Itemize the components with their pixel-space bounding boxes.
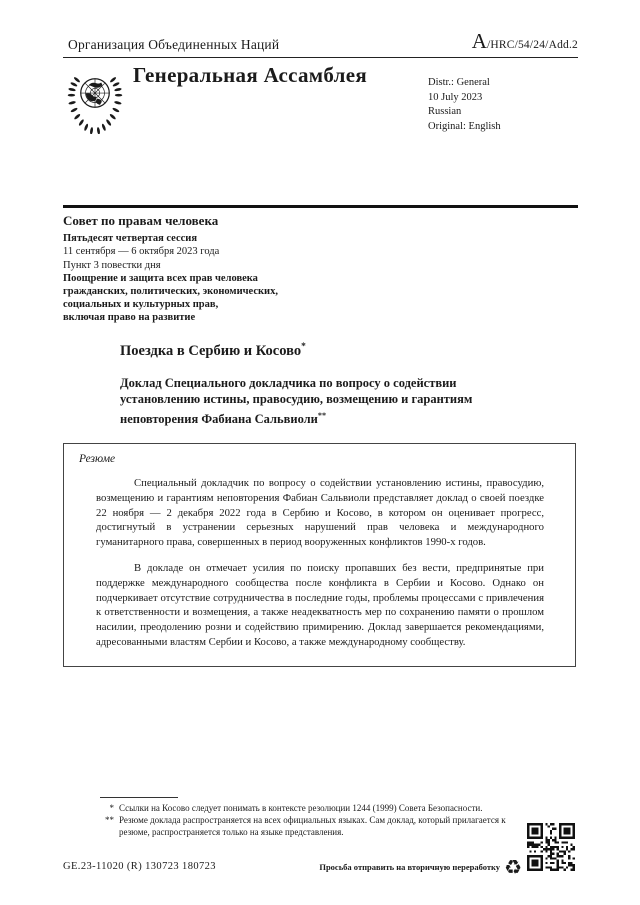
document-title [120, 342, 306, 360]
distribution-block [428, 76, 501, 134]
recycle-note [319, 854, 522, 880]
footnote-text: Ссылки на Косово следует понимать в контексте резолюции 1244 (1999) Совета Безопасности. [119, 803, 483, 813]
footnote-marker: ** [105, 814, 114, 825]
distr-line: Original: English [428, 120, 501, 132]
title-footnote-marker: * [301, 342, 306, 352]
document-symbol-prefix: A [471, 29, 487, 53]
agenda-title-line: Поощрение и защита всех прав человека [63, 272, 258, 284]
agenda-title-line: социальных и культурных прав, [63, 299, 219, 311]
document-subtitle [120, 376, 520, 428]
subtitle-footnote-marker: ** [317, 410, 326, 420]
summary-label: Резюме [79, 453, 116, 465]
summary-box [63, 443, 576, 667]
agenda-title-line: гражданских, политических, экономических, [63, 286, 278, 298]
document-code: GE.23-11020 (R) 130723 180723 [63, 861, 216, 872]
distr-line: 10 July 2023 [428, 91, 483, 103]
section-rule [63, 205, 578, 208]
agenda-item: Пункт 3 повестки дня [63, 259, 161, 271]
agenda-title-line: включая право на развитие [63, 312, 196, 324]
council-name: Совет по правам человека [63, 213, 219, 228]
summary-paragraph: Специальный докладчик по вопросу о содействии установлению истины, правосудию, возмещению и гарантиям неповторения Фабиан Сальвиоли представляет доклад о своей поездке 22 ноября — 2 декабря 2022 года в Сербию и Косово, в котором он оценивает прогресс, достигнутый в устранении серьезных нарушений прав человека и международного гуманитарного права, совершенных в период вооруженных конфликтов 1990-х годов. [96, 477, 544, 549]
footnote [96, 815, 534, 839]
document-symbol-rest: /HRC/54/24/Add.2 [486, 38, 578, 51]
footnote [96, 803, 534, 815]
distr-line: Distr.: General [428, 77, 490, 88]
session-info [63, 214, 278, 325]
assembly-title: Генеральная Ассамблея [133, 63, 368, 87]
un-emblem-icon [64, 62, 126, 134]
recycle-icon: ♻ [504, 855, 522, 879]
header-rule [63, 57, 578, 58]
distr-line: Russian [428, 106, 462, 118]
qr-code-icon [527, 822, 575, 872]
summary-paragraph: В докладе он отмечает усилия по поиску пропавших без вести, предпринятые при поддержке международного сообщества после конфликта в Сербии и Косово. Однако он подчеркивает отсутствие сотрудничества в последние годы, проблемы процессами с привлечения к ответственности и возмещения, а также неадекватность мер по сохранению памяти о прошлом насилии, преодолению розни и содействию примирению. Доклад завершается рекомендациями, адресованными властям Сербии и Косово, а также международному сообществу. [96, 561, 544, 648]
document-symbol [472, 31, 578, 52]
footnotes [96, 803, 534, 838]
footnote-text: Резюме доклада распространяется на всех официальных языках. Сам доклад, который прилагается к резюме, распространяется только на языке представления. [119, 814, 506, 837]
recycle-note-text: Просьба отправить на вторичную переработку [319, 862, 501, 872]
footnote-marker: * [109, 803, 114, 813]
session-dates: 11 сентября — 6 октября 2023 года [63, 246, 220, 258]
document-title-text: Поездка в Сербию и Косово [120, 342, 302, 359]
document-subtitle-text: Доклад Специального докладчика по вопросу о содействии установлению истины, правосудию, возмещению и гарантиям неповторения Фабиана Сальвиоли [120, 376, 473, 426]
org-name: Организация Объединенных Наций [68, 37, 280, 52]
session-name: Пятьдесят четвертая сессия [63, 233, 198, 245]
footnote-separator [100, 797, 178, 798]
